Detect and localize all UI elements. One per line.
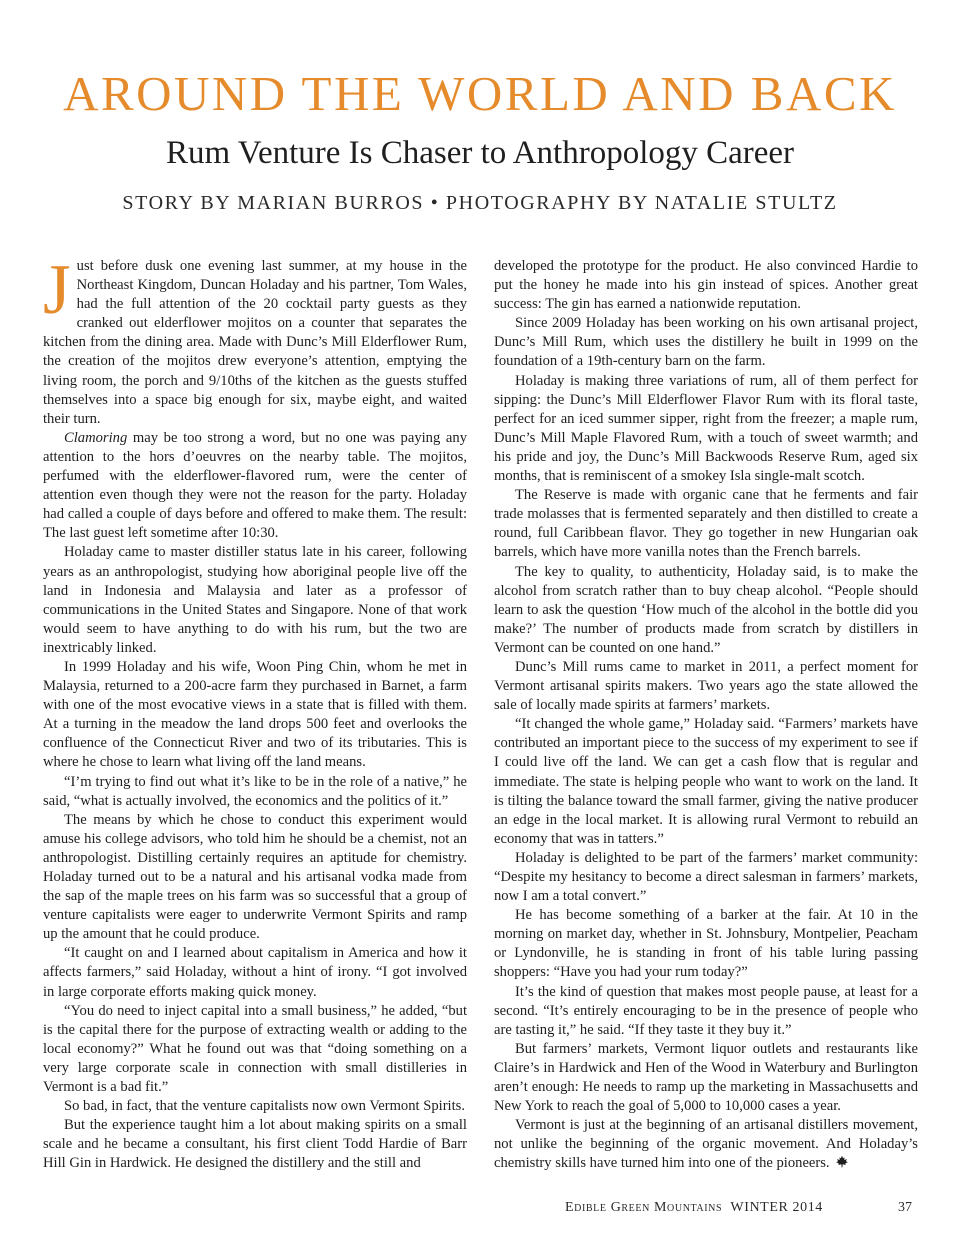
paragraph: developed the prototype for the product. He also convinced Hardie to put the honey he made into his gin instead of spices. Another great success: The gin has earned a nationwide reputation. (494, 258, 918, 313)
paragraph: “It changed the whole game,” Holaday said. “Farmers’ markets have contributed an important piece to the success of my experiment to see if I could live off the land. We can get a cash flow that is regular and immediate. The state is helping people who want to work on the land. It is tilting the balance toward the small farmer, giving the native producer an edge in the local market. It is allowing rural Vermont to rebuild an economy that was in tatters.” (494, 716, 918, 847)
paragraph: The means by which he chose to conduct this experiment would amuse his college advisors, who told him he should be a chemist, not an anthropologist. Distilling certainly requires an aptitude for chemistry. Holaday turned out to be a natural and his artisanal vodka made from the sap of the maple trees on his farm was so successful that a group of venture capitalists were eager to underwrite Vermont Spirits and ramp up the amount that he could produce. (43, 811, 467, 943)
paragraph: The key to quality, to authenticity, Holaday said, is to make the alcohol from scratch rather than to buy cheap alcohol. “People should learn to ask the question ‘How much of the alcohol in the bottle did you make?’ The number of products made from scratch by distillers in Vermont can be counted on one hand.” (494, 563, 918, 656)
italic-word: Clamoring (64, 429, 128, 446)
article-title: AROUND THE WORLD AND BACK (63, 66, 897, 121)
paragraph: The Reserve is made with organic cane that he ferments and fair trade molasses that is fermented separately and then distilled to create a round, full Caribbean flavor. They go together in new Hungarian oak barrels, which have more vanilla notes than the French barrels. (494, 487, 918, 561)
footer (565, 1200, 823, 1216)
paragraph (43, 429, 467, 544)
paragraph: But farmers’ markets, Vermont liquor outlets and restaurants like Claire’s in Hardwick and Hen of the Wood in Waterbury and Burlington aren’t enough: He needs to ramp up the marketing in Massachusetts and New York to reach the goal of 5,000 to 10,000 cases a year. (494, 1040, 918, 1115)
page-number: 37 (898, 1200, 912, 1215)
paragraph: Holaday came to master distiller status late in his career, following years as an anthropologist, studying how aboriginal people live off the land in Indonesia and Malaysia and later as a professor of communications in the United States and Singapore. None of that work would seem to have anything to do with his rum, but the two are inextricably linked. (43, 544, 467, 656)
paragraph-text: Vermont is just at the beginning of an artisanal distillers movement, not unlike the beginning of the organic movement. And Holaday’s chemistry skills have turned him into one of the pioneers. (494, 1117, 918, 1172)
paragraph: He has become something of a barker at the fair. At 10 in the morning on market day, whether in St. Johnsbury, Montpelier, Peacham or Lyndonville, he is standing in front of his table luring passing shoppers: “Have you had your rum today?” (494, 907, 918, 981)
paragraph: Holaday is delighted to be part of the farmers’ market community: “Despite my hesitancy to become a direct salesman in farmers’ markets, now I am a total convert.” (494, 849, 918, 905)
issue-label: WINTER 2014 (730, 1200, 823, 1215)
paragraph (494, 1116, 918, 1173)
paragraph: “I’m trying to find out what it’s like to be in the role of a native,” he said, “what is actually involved, the economics and the politics of it.” (43, 773, 467, 809)
paragraph-text: may be too strong a word, but no one was paying any attention to the hors d’oeuvres on the nearby table. The mojitos, perfumed with the elderflower-flavored rum, were the center of attention even though they were not the reason for the party. Holaday had called a couple of days before and offered to make them. The result: The last guest left sometime after 10:30. (43, 429, 467, 542)
paragraph: Since 2009 Holaday has been working on his own artisanal project, Dunc’s Mill Rum, which uses the distillery he built in 1999 on the foundation of a 19th-century barn on the farm. (494, 315, 918, 370)
paragraph (43, 251, 467, 429)
paragraph-text: ust before dusk one evening last summer, at my house in the Northeast Kingdom, Duncan Holaday and his partner, Tom Wales, had the full attention of the 20 cocktail party guests as they cranked out elderflower mojitos on a counter that separates the kitchen from the dining area. Made with Dunc’s Mill Elderflower Rum, the creation of the mojitos drew everyone’s attention, emptying the living room, the porch and 9/10ths of the kitchen as the guests stuffed themselves into a space big enough for six, maybe eight, and waited their turn. (43, 258, 467, 427)
paragraph: Holaday is making three variations of rum, all of them perfect for sipping: the Dunc’s Mill Elderflower Flavor Rum with its floral taste, perfect for an iced summer sipper, right from the freezer; a maple rum, Dunc’s Mill Maple Flavored Rum, with a touch of sweet warmth; and his pride and joy, the Dunc’s Mill Backwoods Reserve Rum, aged six months, that is reminiscent of a smokey Isla single-malt scotch. (494, 372, 918, 485)
byline: STORY BY MARIAN BURROS • PHOTOGRAPHY BY NATALIE STULTZ (122, 192, 838, 214)
paragraph: It’s the kind of question that makes most people pause, at least for a second. “It’s entirely encouraging to be in the presence of people who are tasting it,” he said. “If they taste it they buy it.” (494, 983, 918, 1038)
right-column (494, 257, 918, 1174)
article-subtitle: Rum Venture Is Chaser to Anthropology Career (165, 135, 795, 171)
paragraph: “It caught on and I learned about capitalism in America and how it affects farmers,” said Holaday, without a hint of irony. “I got involved in large corporate efforts making quick money. (43, 945, 467, 1000)
publication-name: Edible Green Mountains (565, 1200, 723, 1215)
maple-leaf-icon (835, 1155, 849, 1168)
paragraph: Dunc’s Mill rums came to market in 2011, a perfect moment for Vermont artisanal spirits makers. Two years ago the state allowed the sale of locally made spirits at farmers’ markets. (494, 658, 918, 714)
left-column (43, 251, 467, 1174)
paragraph: But the experience taught him a lot about making spirits on a small scale and he became a consultant, his first client Todd Hardie of Barr Hill Gin in Hardwick. He designed the distillery and the still and (43, 1117, 467, 1172)
paragraph: In 1999 Holaday and his wife, Woon Ping Chin, whom he met in Malaysia, returned to a 200-acre farm they purchased in Barnet, a farm with one of the most evocative views in a state that is filled with them. At a turning in the meadow the land drops 500 feet and overlooks the confluence of the Connecticut River and two of its tributaries. This is where he chose to learn what living off the land means. (43, 658, 467, 771)
drop-cap: J (43, 251, 71, 329)
paragraph: “You do need to inject capital into a small business,” he added, “but is the capital there for the purpose of extracting wealth or adding to the local economy?” What he found out was that “doing something on a very large corporate scale in connection with small distilleries in Vermont is a bad fit.” (43, 1002, 467, 1096)
paragraph: So bad, in fact, that the venture capitalists now own Vermont Spirits. (64, 1098, 465, 1115)
